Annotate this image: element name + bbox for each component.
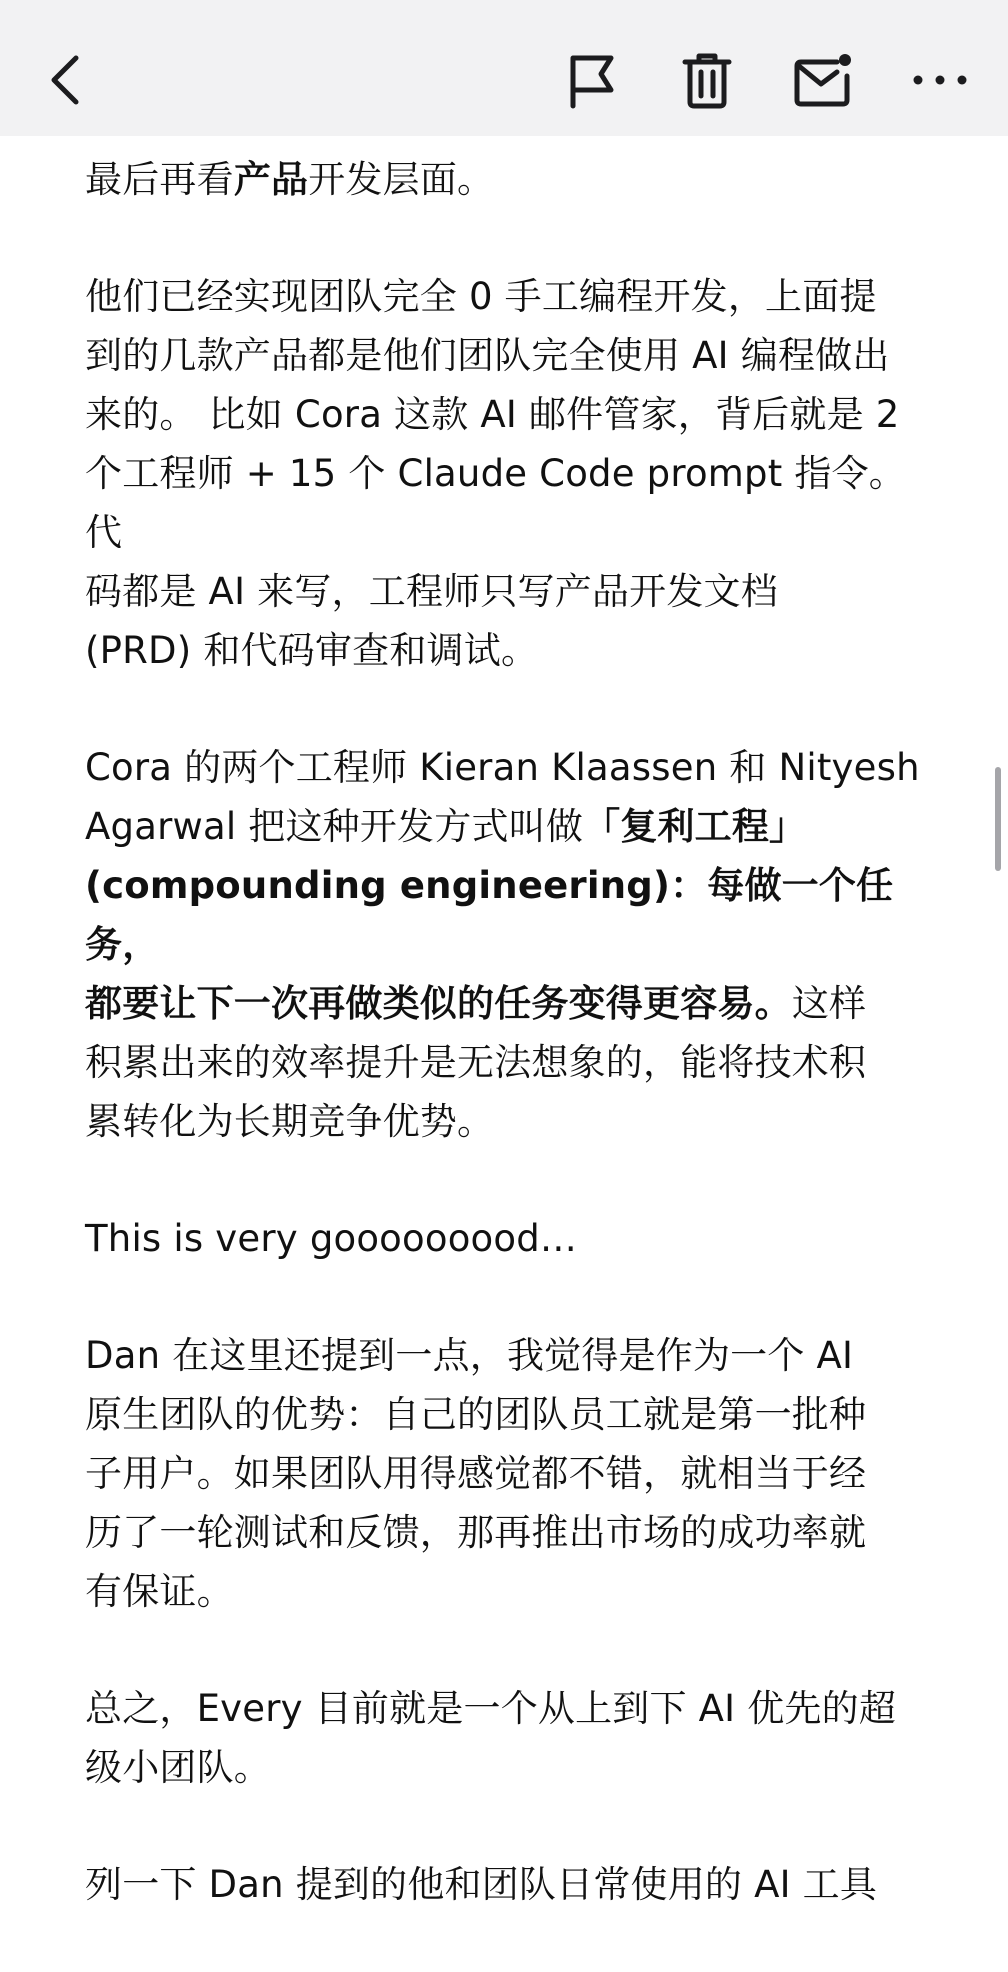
paragraph-product bbox=[85, 150, 933, 209]
paragraph-exclaim: This is very gooooooood… bbox=[85, 1217, 578, 1260]
mail-toolbar bbox=[0, 0, 1008, 136]
back-button[interactable] bbox=[26, 40, 106, 120]
p3-text-a: Cora 的两个工程师 Kieran Klaassen 和 Nityesh Agarwal 把这种开发方式叫做 bbox=[85, 746, 920, 848]
email-body bbox=[85, 150, 933, 1972]
p1-text-c: 开发层面。 bbox=[308, 158, 495, 201]
paragraph-dogfood: Dan 在这里还提到一点，我觉得是作为一个 AI 原生团队的优势：自己的团队员工就是第一批种 子用户。如果团队用得感觉都不错，就相当于经 历了一轮测试和反馈，那再推出市场的成功率就 有保证。 bbox=[85, 1334, 867, 1613]
p3-bold: 「复利工程」 (compounding engineering)：每做一个任务， 都要让下一次再做类似的任务变得更容易。 bbox=[85, 805, 894, 1025]
more-horizontal-icon bbox=[910, 70, 970, 90]
chevron-left-icon bbox=[46, 50, 86, 110]
paragraph-summary: 总之，Every 目前就是一个从上到下 AI 优先的超 级小团队。 bbox=[85, 1687, 897, 1789]
paragraph-tools: 列一下 Dan 提到的他和团队日常使用的 AI 工具 bbox=[85, 1863, 878, 1906]
p1-bold: 产品 bbox=[233, 158, 309, 201]
mail-unread-icon bbox=[791, 50, 855, 110]
flag-icon bbox=[563, 50, 619, 110]
flag-button[interactable] bbox=[551, 40, 631, 120]
p1-text-a: 最后再看 bbox=[85, 158, 234, 201]
paragraph-zero-code: 他们已经实现团队完全 0 手工编程开发，上面提 到的几款产品都是他们团队完全使用 AI 编程做出 来的。 比如 Cora 这款 AI 邮件管家，背后就是 2 个工程师 + 15 个 Claude Code prompt 指令。代 码都是 AI 来写，工程师只写产品开发文档 (PRD) 和代码审查和调试。 bbox=[85, 275, 906, 672]
trash-icon bbox=[679, 50, 735, 110]
mark-unread-button[interactable] bbox=[783, 40, 863, 120]
paragraph-compounding bbox=[85, 738, 933, 1151]
p3-text-c: 这样 积累出来的效率提升是无法想象的，能将技术积 累转化为长期竞争优势。 bbox=[85, 982, 867, 1143]
more-button[interactable] bbox=[900, 40, 980, 120]
scrollbar-thumb[interactable] bbox=[995, 767, 1001, 871]
delete-button[interactable] bbox=[667, 40, 747, 120]
